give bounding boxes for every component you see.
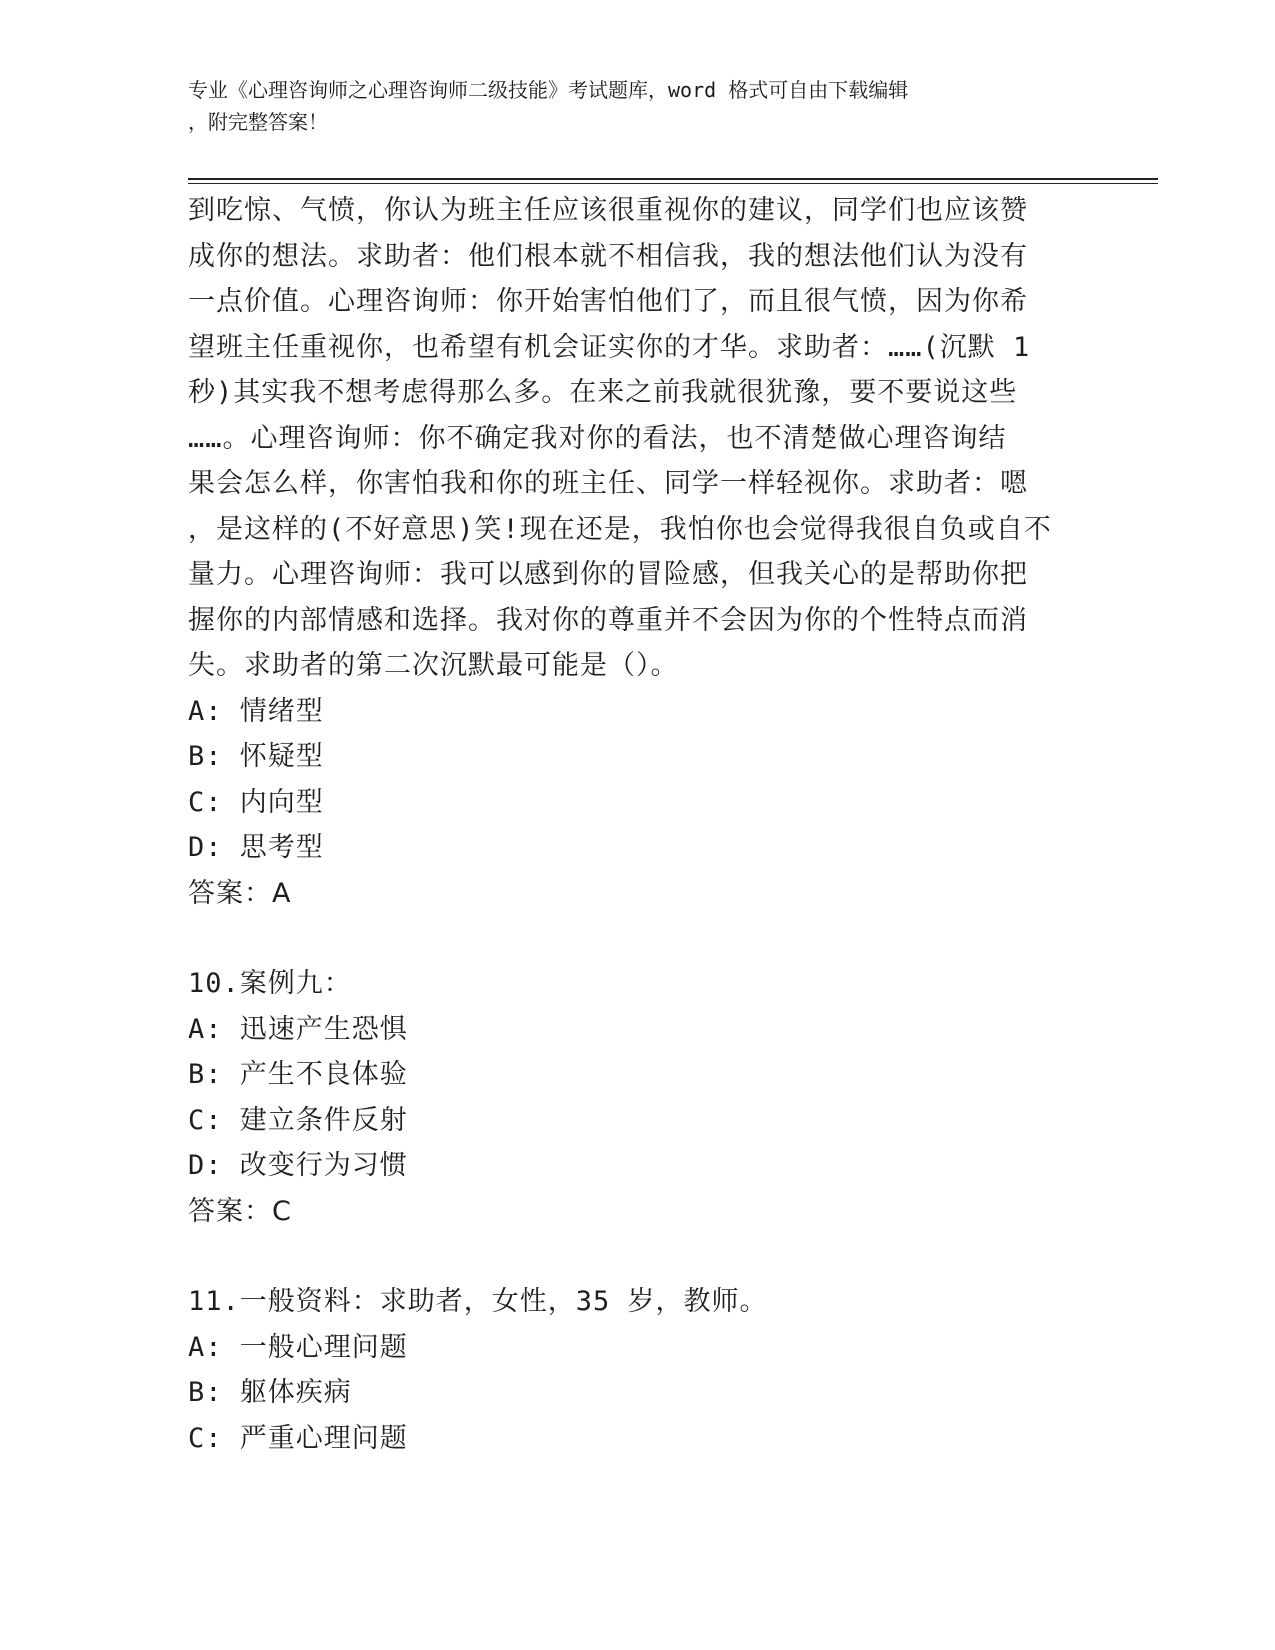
question-10-option-b: B: 产生不良体验 (188, 1059, 408, 1090)
question-9-option-a: A: 情绪型 (188, 695, 324, 727)
passage-line: 到吃惊、气愤，你认为班主任应该很重视你的建议，同学们也应该赞 (188, 195, 1028, 226)
question-9-passage (188, 188, 1088, 689)
passage-line: 望班主任重视你，也希望有机会证实你的才华。求助者：……(沉默 1 (188, 331, 1031, 363)
question-9-option-d: D: 思考型 (188, 832, 324, 863)
spacer (188, 916, 1088, 961)
header-rule-thin (188, 183, 1158, 184)
passage-line: ，是这样的(不好意思)笑!现在还是，我怕你也会觉得我很自负或自不 (188, 513, 1052, 545)
question-9-option-b: B: 怀疑型 (188, 741, 324, 772)
passage-line: 握你的内部情感和选择。我对你的尊重并不会因为你的个性特点而消 (188, 604, 1028, 636)
question-9-answer: 答案：A (188, 877, 292, 909)
passage-line: 失。求助者的第二次沉默最可能是（）。 (188, 650, 679, 681)
passage-line: 一点价值。心理咨询师：你开始害怕他们了，而且很气愤，因为你希 (188, 286, 1028, 317)
document-body (188, 188, 1088, 1461)
spacer (188, 1234, 1088, 1279)
question-10-option-a: A: 迅速产生恐惧 (188, 1013, 408, 1045)
passage-line: 秒)其实我不想考虑得那么多。在来之前我就很犹豫，要不要说这些 (188, 377, 1018, 408)
question-11-title: 11.一般资料：求助者，女性，35 岁，教师。 (188, 1286, 768, 1317)
question-10-option-d: D: 改变行为习惯 (188, 1150, 408, 1181)
question-11-option-b: B: 躯体疾病 (188, 1377, 352, 1408)
passage-line: 量力。心理咨询师：我可以感到你的冒险感，但我关心的是帮助你把 (188, 559, 1028, 590)
question-10-answer: 答案：C (188, 1195, 292, 1227)
header-line-1: 专业《心理咨询师之心理咨询师二级技能》考试题库，word 格式可自由下载编辑 (188, 78, 909, 102)
passage-line: 成你的想法。求助者：他们根本就不相信我，我的想法他们认为没有 (188, 240, 1028, 272)
passage-line: ……。心理咨询师：你不确定我对你的看法，也不清楚做心理咨询结 (188, 422, 1007, 454)
question-9-option-c: C: 内向型 (188, 786, 324, 818)
question-10-option-c: C: 建立条件反射 (188, 1104, 408, 1136)
question-10-title: 10.案例九： (188, 968, 352, 999)
question-11-option-a: A: 一般心理问题 (188, 1331, 408, 1363)
header-line-2: ，附完整答案！ (188, 110, 328, 134)
question-11-option-c: C: 严重心理问题 (188, 1422, 408, 1454)
passage-line: 果会怎么样，你害怕我和你的班主任、同学一样轻视你。求助者：嗯 (188, 468, 1028, 499)
document-header (188, 74, 1068, 138)
header-rule-thick (188, 178, 1158, 180)
